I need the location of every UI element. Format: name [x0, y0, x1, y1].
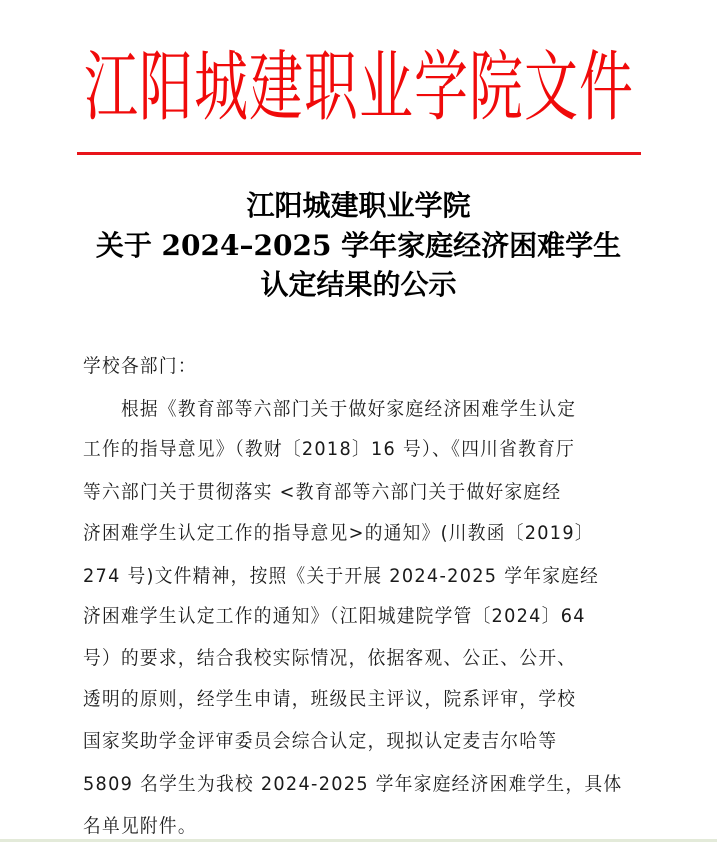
salutation: 学校各部门：: [83, 355, 197, 377]
header-red-rule: [77, 152, 641, 155]
notice-title-line-2: 关于 2024–2025 学年家庭经济困难学生: [95, 229, 622, 262]
notice-title-line-3: 认定结果的公示: [260, 268, 457, 301]
body-line: 5809 名学生为我校 2024-2025 学年家庭经济困难学生，具体: [83, 773, 623, 795]
body-line: 济困难学生认定工作的指导意见>的通知》(川教函〔2019〕: [83, 522, 594, 544]
body-line: 国家奖助学金评审委员会综合认定，现拟认定麦吉尔哈等: [83, 730, 558, 752]
body-line: 根据《教育部等六部门关于做好家庭经济困难学生认定: [83, 398, 577, 420]
notice-title-line-1: 江阳城建职业学院: [246, 189, 471, 222]
body-line: 济困难学生认定工作的通知》（江阳城建院学管〔2024〕64: [83, 605, 586, 627]
body-line: 工作的指导意见》（教财〔2018〕16 号）、《四川省教育厅: [83, 438, 576, 460]
document-header-title: 江阳城建职业学院文件: [84, 42, 634, 133]
body-line: 等六部门关于贯彻落实 <教育部等六部门关于做好家庭经: [83, 481, 562, 503]
body-line: 号）的要求，结合我校实际情况，依据客观、公正、公开、: [83, 647, 577, 669]
body-line: 274 号)文件精神，按照《关于开展 2024-2025 学年家庭经: [83, 565, 600, 587]
body-line: 名单见附件。: [83, 815, 197, 837]
body-line: 透明的原则，经学生申请，班级民主评议，院系评审，学校: [83, 688, 577, 710]
